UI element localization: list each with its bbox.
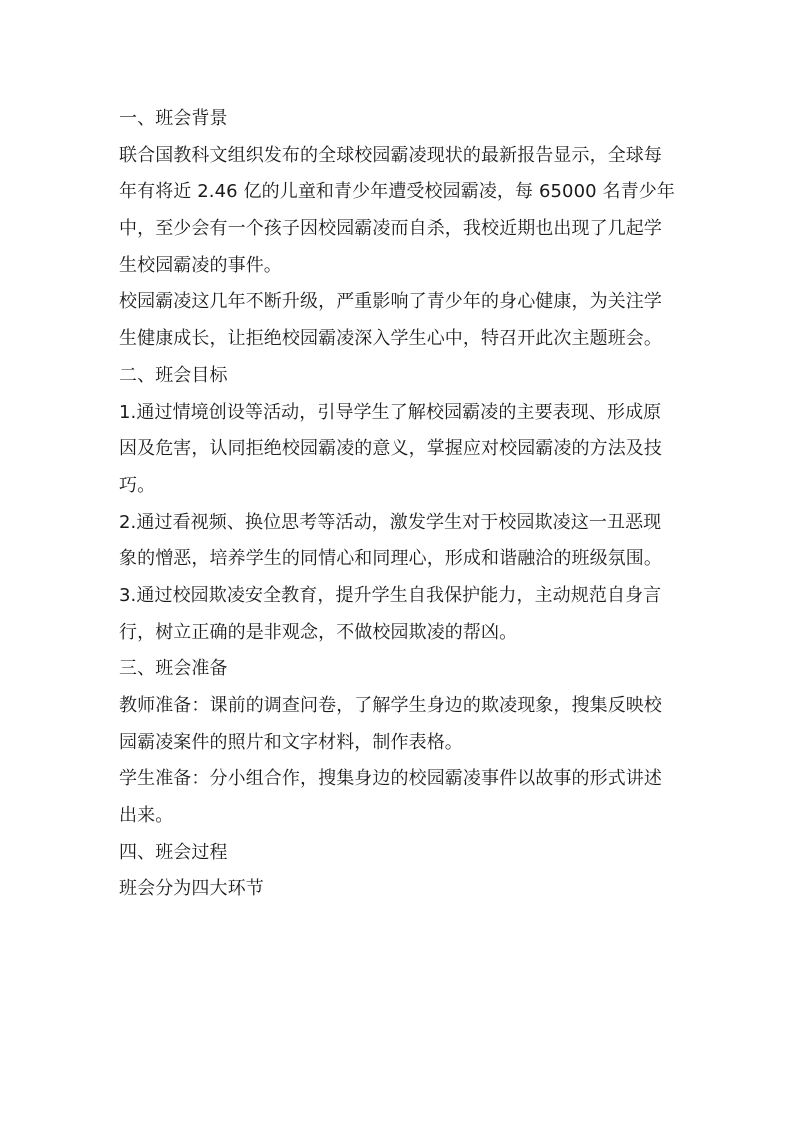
paragraph-line: 联合国教科文组织发布的全球校园霸凌现状的最新报告显示，全球每: [119, 144, 662, 166]
paragraph-line: 教师准备：课前的调查问卷，了解学生身边的欺凌现象，搜集反映校: [119, 695, 662, 716]
goal-item-line: 因及危害，认同拒绝校园霸凌的意义，掌握应对校园霸凌的方法及技: [119, 438, 662, 460]
section-heading-goals: 二、班会目标: [119, 364, 228, 386]
document-body: [119, 101, 689, 908]
goal-item-line: 1.通过情境创设等活动，引导学生了解校园霸凌的主要表现、形成原: [119, 401, 662, 423]
section-heading-preparation: 三、班会准备: [119, 658, 228, 680]
paragraph-line: 班会分为四大环节: [119, 878, 264, 900]
paragraph-line: 年有将近 2.46 亿的儿童和青少年遭受校园霸凌，每 65000 名青少年: [119, 181, 675, 203]
goal-item-line: 2.通过看视频、换位思考等活动，激发学生对于校园欺凌这一丑恶现: [119, 511, 662, 533]
paragraph-line: 中，至少会有一个孩子因校园霸凌而自杀，我校近期也出现了几起学: [119, 218, 662, 240]
paragraph-line: 园霸凌案件的照片和文字材料，制作表格。: [119, 731, 463, 753]
paragraph-line: 出来。: [119, 805, 174, 827]
paragraph-line: 学生准备：分小组合作，搜集身边的校园霸凌事件以故事的形式讲述: [119, 768, 662, 790]
section-heading-process: 四、班会过程: [119, 841, 228, 863]
paragraph-line: 生健康成长，让拒绝校园霸凌深入学生心中，特召开此次主题班会。: [119, 328, 662, 350]
paragraph-line: 生校园霸凌的事件。: [119, 254, 282, 276]
goal-item-line: 3.通过校园欺凌安全教育，提升学生自我保护能力，主动规范自身言: [119, 584, 662, 606]
section-heading-background: 一、班会背景: [119, 108, 228, 129]
paragraph-line: 校园霸凌这几年不断升级，严重影响了青少年的身心健康，为关注学: [119, 291, 662, 313]
goal-item-line: 象的憎恶，培养学生的同情心和同理心，形成和谐融洽的班级氛围。: [119, 548, 662, 570]
goal-item-line: 巧。: [119, 474, 156, 496]
goal-item-line: 行，树立正确的是非观念，不做校园欺凌的帮凶。: [119, 621, 518, 643]
